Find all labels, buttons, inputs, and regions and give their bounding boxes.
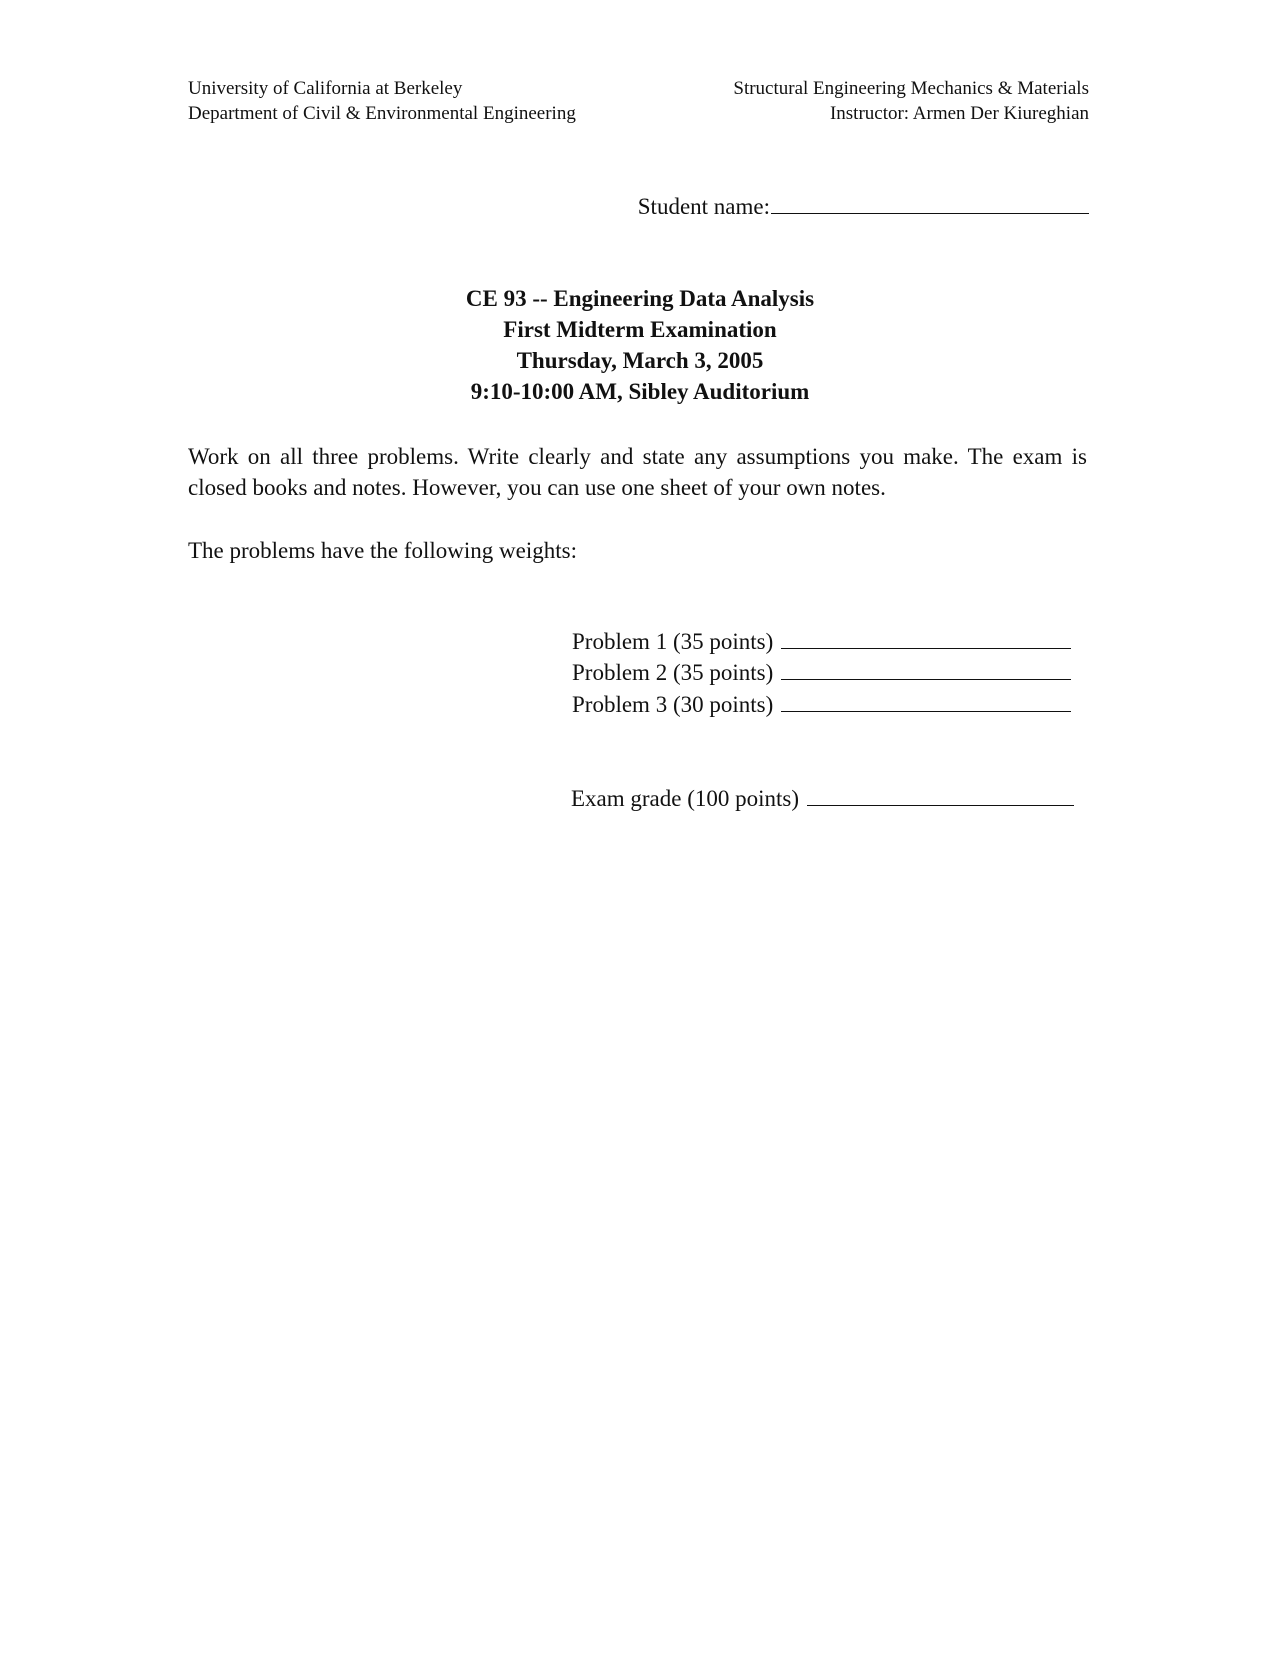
problem-1-label: Problem 1 (35 points) [572, 629, 774, 654]
header-right [733, 76, 1089, 126]
problem-1-row [572, 626, 1071, 657]
exam-name: First Midterm Examination [503, 317, 777, 342]
instructions-paragraph: Work on all three problems. Write clearly and state any assumptions you make. The exam is closed books and notes. However, you can use one sheet of your own notes. [188, 444, 1087, 500]
exam-grade-label: Exam grade (100 points) [571, 786, 800, 811]
problem-2-row [572, 657, 1071, 688]
exam-time-place: 9:10-10:00 AM, Sibley Auditorium [470, 379, 810, 404]
student-name-line [638, 191, 1089, 220]
problem-3-row [572, 689, 1071, 720]
university-name: University of California at Berkeley [188, 78, 463, 99]
exam-title-block [0, 283, 1280, 407]
exam-grade-row [571, 783, 1074, 814]
student-name-field[interactable] [771, 191, 1089, 214]
instructor-name: Instructor: Armen Der Kiureghian [829, 103, 1089, 124]
student-name-label: Student name: [637, 194, 770, 219]
problem-2-label: Problem 2 (35 points) [572, 660, 774, 685]
exam-grade-field[interactable] [807, 783, 1074, 806]
problem-3-label: Problem 3 (30 points) [572, 692, 774, 717]
problem-1-score-field[interactable] [781, 626, 1071, 649]
exam-date: Thursday, March 3, 2005 [516, 348, 764, 373]
course-title: CE 93 -- Engineering Data Analysis [465, 286, 815, 311]
weights-intro: The problems have the following weights: [188, 538, 578, 563]
department-name: Department of Civil & Environmental Engineering [188, 103, 576, 124]
program-name: Structural Engineering Mechanics & Materials [733, 78, 1089, 99]
problem-2-score-field[interactable] [781, 657, 1071, 680]
header-left [188, 76, 576, 126]
problem-3-score-field[interactable] [781, 689, 1071, 712]
